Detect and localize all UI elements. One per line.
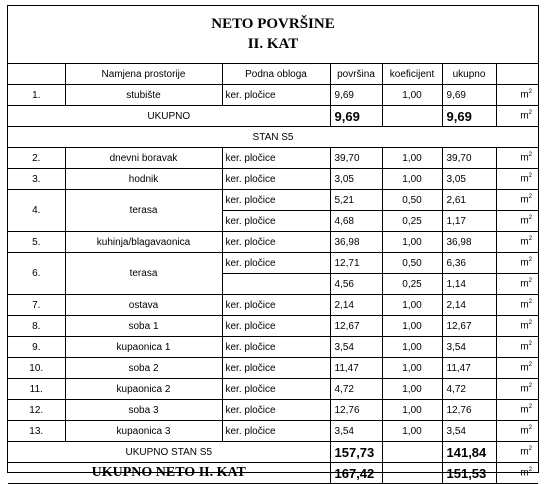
table-row	[8, 148, 538, 169]
row-number: 11.	[8, 379, 65, 400]
grand-total-area: 167,42	[330, 463, 382, 484]
unit-cell: $m^2$	[496, 400, 538, 421]
room-name: soba 2	[65, 358, 222, 379]
area-value: 9,69	[330, 85, 382, 106]
floor-type: ker. pločice	[222, 253, 330, 274]
row-number: 9.	[8, 337, 65, 358]
row-number: 1.	[8, 85, 65, 106]
grand-total-row	[8, 463, 538, 484]
coefficient-value: 1,00	[382, 379, 442, 400]
coefficient-value: 1,00	[382, 148, 442, 169]
area-value: 4,68	[330, 211, 382, 232]
unit-cell: $m^2$	[496, 295, 538, 316]
unit-cell: $m^2$	[496, 316, 538, 337]
unit-cell: $m^2$	[496, 190, 538, 211]
ukupno-s5-row	[8, 442, 538, 463]
row-number: 6.	[8, 253, 65, 295]
coefficient-value: 1,00	[382, 421, 442, 442]
unit-cell: $m^2$	[496, 169, 538, 190]
ukupno-s5-coef	[382, 442, 442, 463]
floor-type: ker. pločice	[222, 85, 330, 106]
table-row	[8, 232, 538, 253]
table-row	[8, 190, 538, 211]
coefficient-value: 1,00	[382, 337, 442, 358]
table-row	[8, 421, 538, 442]
area-value: 4,72	[330, 379, 382, 400]
title-line-2: II. KAT	[247, 36, 299, 52]
header-namjena: Namjena prostorije	[65, 64, 222, 85]
grand-total-total: 151,53	[442, 463, 496, 484]
room-name: soba 1	[65, 316, 222, 337]
ukupno-row	[8, 106, 538, 127]
header-obloga: Podna obloga	[222, 64, 330, 85]
area-value: 3,05	[330, 169, 382, 190]
floor-type: ker. pločice	[222, 421, 330, 442]
area-value: 36,98	[330, 232, 382, 253]
title-line-1: NETO POVRŠINE	[211, 16, 335, 32]
floor-type: ker. pločice	[222, 316, 330, 337]
total-value: 1,17	[442, 211, 496, 232]
total-value: 9,69	[442, 85, 496, 106]
room-name: kupaonica 1	[65, 337, 222, 358]
ukupno-area: 9,69	[330, 106, 382, 127]
total-value: 12,76	[442, 400, 496, 421]
row-number: 3.	[8, 169, 65, 190]
floor-type	[222, 274, 330, 295]
ukupno-label: UKUPNO	[8, 106, 330, 127]
header-row	[8, 64, 538, 85]
section-row	[8, 127, 538, 148]
area-value: 5,21	[330, 190, 382, 211]
row-number: 10.	[8, 358, 65, 379]
coefficient-value: 0,25	[382, 274, 442, 295]
area-value: 11,47	[330, 358, 382, 379]
coefficient-value: 1,00	[382, 358, 442, 379]
total-value: 3,54	[442, 421, 496, 442]
table-row	[8, 169, 538, 190]
area-value: 3,54	[330, 337, 382, 358]
row-number: 12.	[8, 400, 65, 421]
area-value: 3,54	[330, 421, 382, 442]
unit-cell: $m^2$	[496, 442, 538, 463]
row-number: 2.	[8, 148, 65, 169]
unit-cell: $m^2$	[496, 106, 538, 127]
table-row	[8, 337, 538, 358]
table-row	[8, 358, 538, 379]
ukupno-coef	[382, 106, 442, 127]
grand-total-coef	[382, 463, 442, 484]
row-number: 13.	[8, 421, 65, 442]
coefficient-value: 0,25	[382, 211, 442, 232]
floor-type: ker. pločice	[222, 400, 330, 421]
ukupno-s5-total: 141,84	[442, 442, 496, 463]
total-value: 4,72	[442, 379, 496, 400]
coefficient-value: 1,00	[382, 169, 442, 190]
row-number: 4.	[8, 190, 65, 232]
floor-type: ker. pločice	[222, 337, 330, 358]
coefficient-value: 0,50	[382, 253, 442, 274]
floor-type: ker. pločice	[222, 358, 330, 379]
unit-cell: $m^2$	[496, 274, 538, 295]
table-body	[8, 64, 538, 484]
room-name: stubište	[65, 85, 222, 106]
room-name: kupaonica 2	[65, 379, 222, 400]
unit-cell: $m^2$	[496, 232, 538, 253]
total-value: 11,47	[442, 358, 496, 379]
area-value: 12,67	[330, 316, 382, 337]
unit-cell: $m^2$	[496, 421, 538, 442]
total-value: 2,14	[442, 295, 496, 316]
header-ukupno: ukupno	[442, 64, 496, 85]
row-number: 8.	[8, 316, 65, 337]
unit-cell: $m^2$	[496, 148, 538, 169]
area-value: 4,56	[330, 274, 382, 295]
room-name: kuhinja/blagavaonica	[65, 232, 222, 253]
table-row	[8, 253, 538, 274]
coefficient-value: 1,00	[382, 85, 442, 106]
total-value: 3,05	[442, 169, 496, 190]
floor-type: ker. pločice	[222, 211, 330, 232]
total-value: 2,61	[442, 190, 496, 211]
area-value: 12,76	[330, 400, 382, 421]
net-area-table	[8, 64, 538, 484]
ukupno-s5-area: 157,73	[330, 442, 382, 463]
room-name: hodnik	[65, 169, 222, 190]
row-number: 7.	[8, 295, 65, 316]
table-row	[8, 379, 538, 400]
unit-cell: $m^2$	[496, 253, 538, 274]
header-povrsina: površina	[330, 64, 382, 85]
coefficient-value: 1,00	[382, 400, 442, 421]
ukupno-total: 9,69	[442, 106, 496, 127]
total-value: 6,36	[442, 253, 496, 274]
table-row	[8, 295, 538, 316]
total-value: 12,67	[442, 316, 496, 337]
area-value: 39,70	[330, 148, 382, 169]
total-value: 39,70	[442, 148, 496, 169]
coefficient-value: 1,00	[382, 316, 442, 337]
unit-cell: $m^2$	[496, 337, 538, 358]
section-stan-s5: STAN S5	[8, 127, 538, 148]
header-koeficijent: koeficijent	[382, 64, 442, 85]
floor-type: ker. pločice	[222, 148, 330, 169]
floor-type: ker. pločice	[222, 169, 330, 190]
unit-cell: $m^2$	[496, 379, 538, 400]
room-name: terasa	[65, 253, 222, 295]
floor-type: ker. pločice	[222, 295, 330, 316]
header-unit	[496, 64, 538, 85]
unit-cell: $m^2$	[496, 463, 538, 484]
room-name: kupaonica 3	[65, 421, 222, 442]
ukupno-s5-label: UKUPNO STAN S5	[8, 442, 330, 463]
area-value: 2,14	[330, 295, 382, 316]
unit-cell: $m^2$	[496, 211, 538, 232]
total-value: 1,14	[442, 274, 496, 295]
floor-type: ker. pločice	[222, 379, 330, 400]
room-name: terasa	[65, 190, 222, 232]
coefficient-value: 1,00	[382, 232, 442, 253]
row-number: 5.	[8, 232, 65, 253]
table-row	[8, 85, 538, 106]
unit-cell: $m^2$	[496, 85, 538, 106]
room-name: dnevni boravak	[65, 148, 222, 169]
area-value: 12,71	[330, 253, 382, 274]
room-name: ostava	[65, 295, 222, 316]
unit-cell: $m^2$	[496, 358, 538, 379]
room-name: soba 3	[65, 400, 222, 421]
grand-total-label: UKUPNO NETO II. KAT	[8, 463, 330, 484]
coefficient-value: 1,00	[382, 295, 442, 316]
header-no	[8, 64, 65, 85]
total-value: 3,54	[442, 337, 496, 358]
table-title	[8, 6, 538, 64]
table-row	[8, 400, 538, 421]
total-value: 36,98	[442, 232, 496, 253]
floor-type: ker. pločice	[222, 232, 330, 253]
table-row	[8, 316, 538, 337]
floor-type: ker. pločice	[222, 190, 330, 211]
area-table-sheet	[7, 5, 539, 481]
coefficient-value: 0,50	[382, 190, 442, 211]
